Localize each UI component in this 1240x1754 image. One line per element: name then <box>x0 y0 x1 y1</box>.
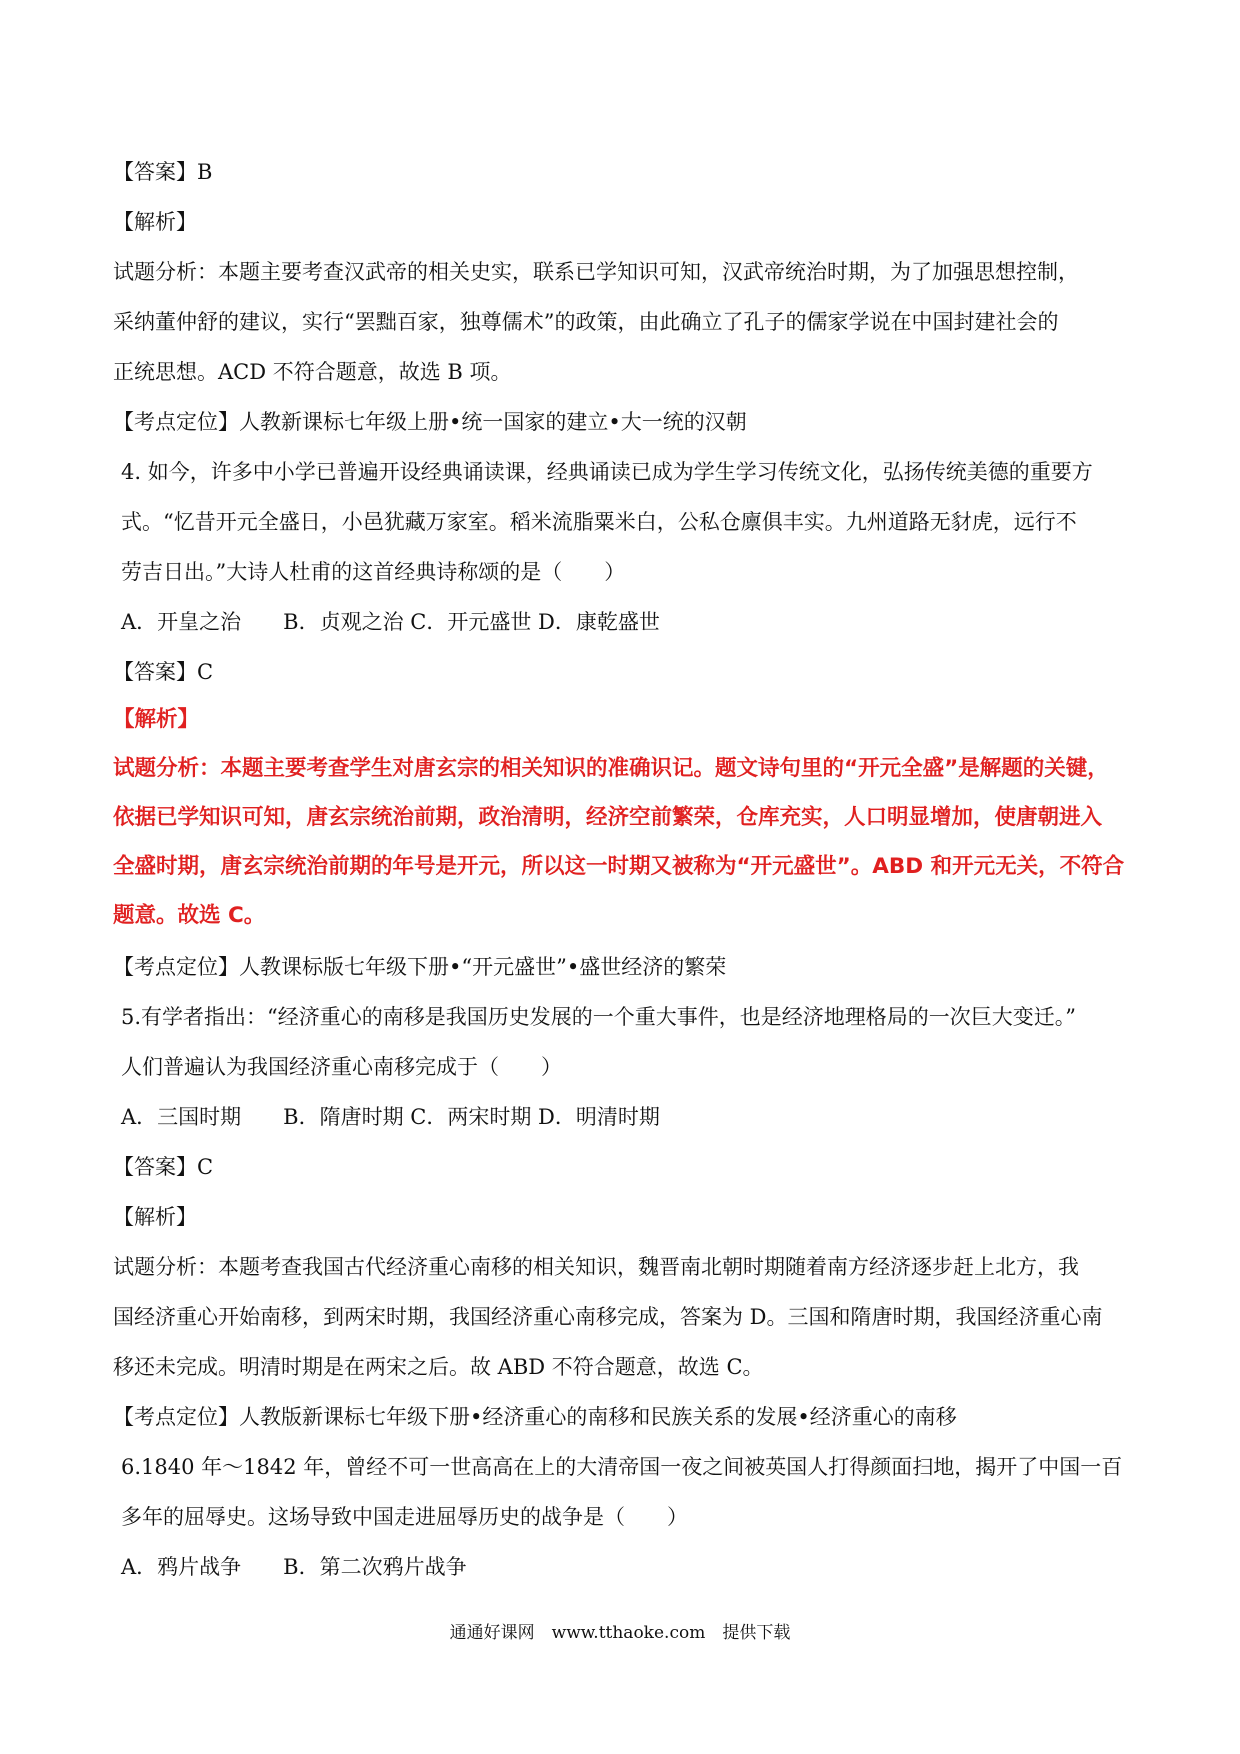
options-line: A．鸦片战争 B．第二次鸦片战争 <box>121 1555 467 1579</box>
analysis-heading: 【解析】 <box>113 210 197 234</box>
question-line: 人们普遍认为我国经济重心南移完成于（ ） <box>121 1055 562 1079</box>
page-footer: 通通好课网 www.tthaoke.com 提供下载 <box>449 1623 791 1643</box>
analysis-red-text: 题意。故选 C。 <box>113 903 266 928</box>
analysis-text: 试题分析：本题考查我国古代经济重心南移的相关知识，魏晋南北朝时期随着南方经济逐步赶上北方，我 <box>113 1255 1079 1279</box>
topic-line: 【考点定位】人教版新课标七年级下册•经济重心的南移和民族关系的发展•经济重心的南移 <box>113 1405 957 1429</box>
topic-line: 【考点定位】人教新课标七年级上册•统一国家的建立•大一统的汉朝 <box>113 410 747 434</box>
analysis-text: 移还未完成。明清时期是在两宋之后。故 ABD 不符合题意，故选 C。 <box>113 1355 764 1379</box>
question-line: 4. 如今，许多中小学已普遍开设经典诵读课，经典诵读已成为学生学习传统文化，弘扬传统美德的重要方 <box>121 460 1093 484</box>
options-line: A．开皇之治 B．贞观之治 C．开元盛世 D．康乾盛世 <box>121 610 660 634</box>
analysis-red-text: 依据已学知识可知，唐玄宗统治前期，政治清明，经济空前繁荣，仓库充实，人口明显增加，使唐朝进入 <box>113 805 1103 830</box>
question-line: 6.1840 年～1842 年，曾经不可一世高高在上的大清帝国一夜之间被英国人打得颜面扫地，揭开了中国一百 <box>121 1455 1123 1479</box>
analysis-text: 正统思想。ACD 不符合题意，故选 B 项。 <box>113 360 512 384</box>
analysis-heading-red: 【解析】 <box>113 707 200 732</box>
topic-line: 【考点定位】人教课标版七年级下册•“开元盛世”•盛世经济的繁荣 <box>113 955 727 979</box>
answer-line: 【答案】C <box>113 1155 214 1179</box>
question-line: 式。“忆昔开元全盛日，小邑犹藏万家室。稻米流脂粟米白，公私仓廪俱丰实。九州道路无豺虎，远行不 <box>121 510 1077 534</box>
options-line: A．三国时期 B．隋唐时期 C．两宋时期 D．明清时期 <box>121 1105 660 1129</box>
question-line: 5.有学者指出：“经济重心的南移是我国历史发展的一个重大事件，也是经济地理格局的一次巨大变迁。” <box>121 1005 1077 1029</box>
analysis-red-text: 试题分析：本题主要考查学生对唐玄宗的相关知识的准确识记。题文诗句里的“开元全盛”是解题的关键， <box>113 756 1109 781</box>
analysis-text: 试题分析：本题主要考查汉武帝的相关史实，联系已学知识可知，汉武帝统治时期，为了加强思想控制， <box>113 260 1079 284</box>
analysis-text: 采纳董仲舒的建议，实行“罢黜百家，独尊儒术”的政策，由此确立了孔子的儒家学说在中国封建社会的 <box>113 310 1059 334</box>
question-line: 劳吉日出。”大诗人杜甫的这首经典诗称颂的是（ ） <box>121 560 626 584</box>
analysis-red-text: 全盛时期，唐玄宗统治前期的年号是开元，所以这一时期又被称为“开元盛世”。ABD 和开元无关，不符合 <box>113 854 1125 879</box>
analysis-heading: 【解析】 <box>113 1205 197 1229</box>
question-line: 多年的屈辱史。这场导致中国走进屈辱历史的战争是（ ） <box>121 1505 688 1529</box>
answer-line: 【答案】B <box>113 160 213 184</box>
answer-line: 【答案】C <box>113 660 214 684</box>
analysis-text: 国经济重心开始南移，到两宋时期，我国经济重心南移完成，答案为 D。三国和隋唐时期，我国经济重心南 <box>113 1305 1103 1329</box>
